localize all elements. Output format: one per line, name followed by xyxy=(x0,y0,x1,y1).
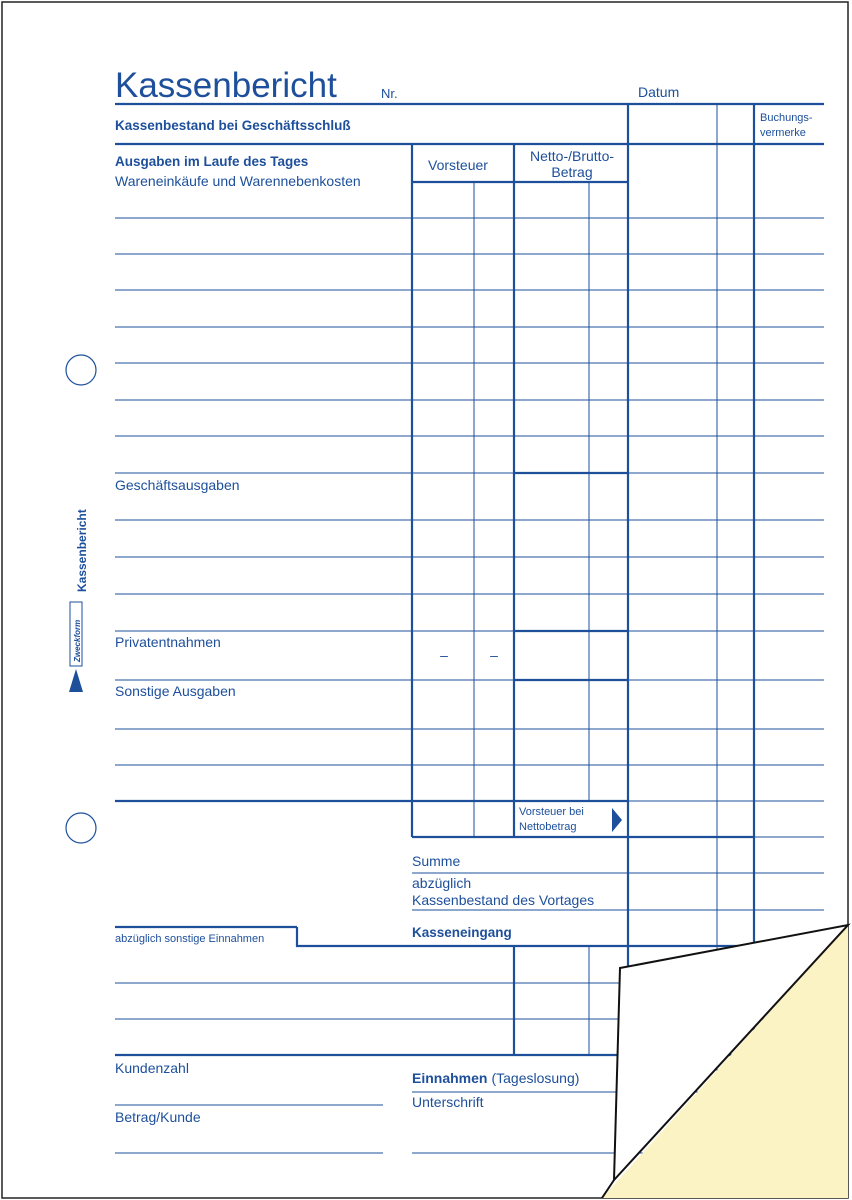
geschaeftsausgaben-label: Geschäftsausgaben xyxy=(115,477,240,493)
netto-brutto-header: Netto-/Brutto- xyxy=(529,148,615,164)
kassenbestand-schluss-label: Kassenbestand bei Geschäftsschluß xyxy=(115,118,351,133)
folded-corner xyxy=(602,925,848,1198)
abzueglich-sonstige-label: abzüglich sonstige Einnahmen xyxy=(115,933,265,945)
buchungsvermerke-label: Buchungs- xyxy=(760,112,813,124)
betrag-kunde-label: Betrag/Kunde xyxy=(115,1109,201,1125)
wareneinkaeufe-label: Wareneinkäufe und Warennebenkosten xyxy=(115,173,361,189)
privat-vorsteuer-dash: – xyxy=(440,647,448,663)
spine-title: Kassenbericht xyxy=(75,509,89,592)
vorsteuer-netto-label: Vorsteuer bei xyxy=(519,806,584,818)
brand-name: Zweckform xyxy=(73,619,82,662)
summe-label: Summe xyxy=(412,853,461,869)
nr-label: Nr. xyxy=(381,86,398,101)
vorsteuer-header: Vorsteuer xyxy=(428,157,488,173)
sonstige-ausgaben-label: Sonstige Ausgaben xyxy=(115,683,236,699)
form-title: Kassenbericht xyxy=(115,66,337,105)
einnahmen-label xyxy=(412,1070,579,1086)
vorsteuer-netto-label-2: Nettobetrag xyxy=(519,821,577,833)
kasseneingang-label: Kasseneingang xyxy=(412,925,512,940)
abzueglich-label: abzüglich xyxy=(412,875,472,891)
einnahmen-paren: (Tageslosung) xyxy=(491,1070,580,1086)
privat-vorsteuer-dash-2: – xyxy=(490,647,498,663)
unterschrift-label: Unterschrift xyxy=(412,1094,484,1110)
privatentnahmen-label: Privatentnahmen xyxy=(115,634,221,650)
datum-label: Datum xyxy=(638,84,680,100)
netto-brutto-header-2: Betrag xyxy=(551,164,593,180)
kassenbestand-vortag-label: Kassenbestand des Vortages xyxy=(412,892,595,908)
ausgaben-heading: Ausgaben im Laufe des Tages xyxy=(115,154,309,169)
buchungsvermerke-label-2: vermerke xyxy=(760,127,806,139)
kundenzahl-label: Kundenzahl xyxy=(115,1060,189,1076)
einnahmen-bold: Einnahmen xyxy=(412,1070,488,1086)
